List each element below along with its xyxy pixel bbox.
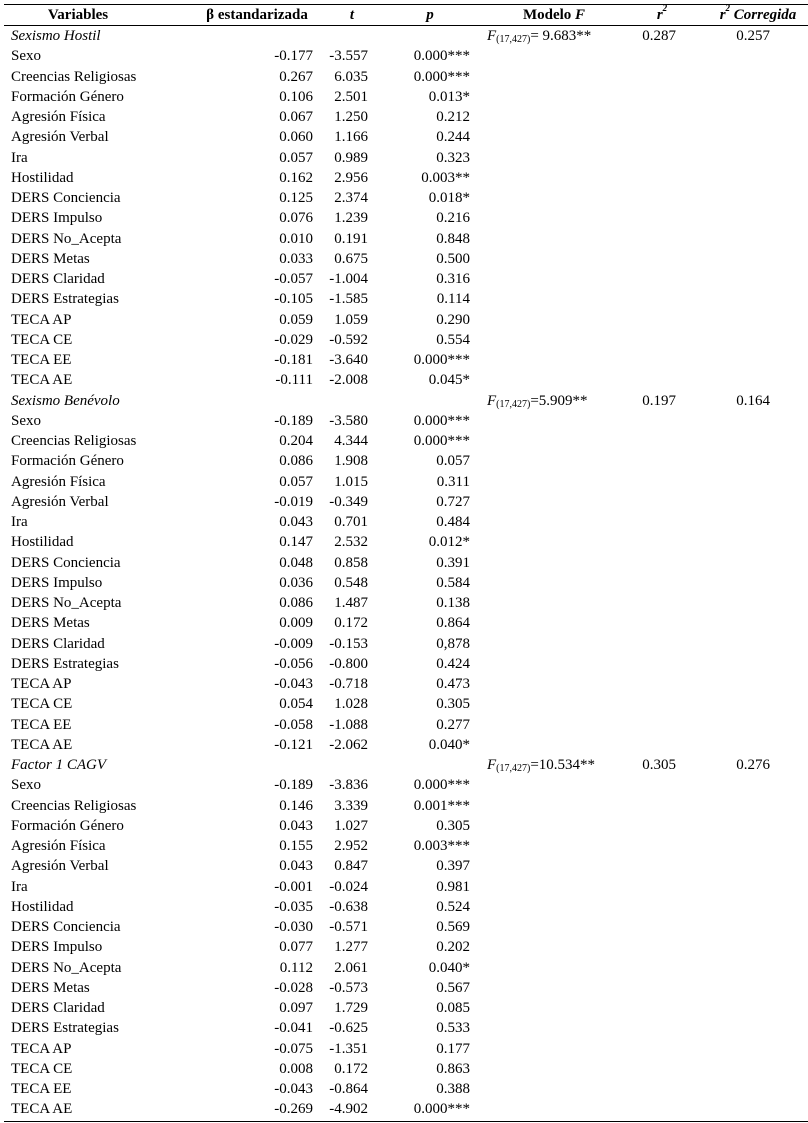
model-r2: 0.197 bbox=[642, 392, 676, 409]
p-value: 0.316 bbox=[436, 271, 470, 287]
beta-value: -0.041 bbox=[274, 1020, 313, 1037]
t-value: 0.989 bbox=[334, 149, 368, 166]
variable-name: TECA AP bbox=[11, 1040, 72, 1057]
t-value: 1.028 bbox=[334, 696, 368, 713]
p-value: 0.848 bbox=[436, 230, 470, 247]
p-value: 0.567 bbox=[436, 979, 470, 996]
beta-value: 0.267 bbox=[279, 68, 313, 85]
model-f-df: (17,427) bbox=[496, 34, 531, 45]
table-row bbox=[4, 512, 808, 532]
variable-name: Hostilidad bbox=[11, 898, 74, 915]
p-value: 0.290 bbox=[436, 311, 470, 328]
t-value: 0.191 bbox=[334, 230, 368, 247]
t-value: -4.902 bbox=[329, 1101, 368, 1118]
t-value: 0.847 bbox=[334, 858, 368, 875]
p-value: 0.001*** bbox=[413, 797, 470, 814]
beta-value: -0.009 bbox=[274, 635, 313, 652]
table-row bbox=[4, 451, 808, 471]
variable-name: Ira bbox=[11, 514, 28, 530]
variable-name: Hostilidad bbox=[11, 169, 74, 186]
variable-name: DERS Metas bbox=[11, 250, 90, 267]
beta-value: -0.028 bbox=[274, 979, 313, 996]
model-f-value: = 9.683** bbox=[530, 28, 592, 44]
t-value: 6.035 bbox=[334, 68, 368, 85]
table-row bbox=[4, 370, 808, 390]
t-value: -2.062 bbox=[329, 736, 368, 753]
table-row bbox=[4, 856, 808, 876]
header-r2c-suffix: Corregida bbox=[730, 7, 797, 23]
p-value: 0.554 bbox=[436, 331, 470, 348]
p-value: 0.045* bbox=[428, 372, 470, 389]
model-r2-corrected: 0.257 bbox=[736, 28, 770, 44]
beta-value: -0.269 bbox=[274, 1101, 313, 1118]
variable-name: Sexo bbox=[11, 777, 41, 794]
t-value: 3.339 bbox=[334, 797, 368, 814]
p-value: 0.500 bbox=[436, 250, 470, 267]
variable-name: Ira bbox=[11, 878, 28, 895]
model-r2-corrected: 0.276 bbox=[736, 757, 770, 773]
table-row bbox=[4, 249, 808, 269]
beta-value: -0.189 bbox=[274, 412, 313, 429]
bottom-rule bbox=[4, 1121, 808, 1122]
beta-value: -0.029 bbox=[274, 331, 313, 348]
t-value: -3.580 bbox=[329, 412, 368, 429]
p-value: 0.003*** bbox=[413, 838, 470, 854]
p-value: 0.000*** bbox=[413, 352, 470, 368]
t-value: 4.344 bbox=[334, 433, 368, 449]
section-row bbox=[4, 26, 808, 46]
p-value: 0.569 bbox=[436, 919, 470, 935]
p-value: 0.085 bbox=[436, 1000, 470, 1016]
beta-value: 0.033 bbox=[279, 250, 313, 267]
p-value: 0.000*** bbox=[413, 68, 470, 85]
t-value: -1.585 bbox=[329, 291, 368, 308]
variable-name: Formación Género bbox=[11, 88, 124, 105]
table-row bbox=[4, 593, 808, 613]
header-r2-sup: 2 bbox=[662, 3, 668, 13]
table-row bbox=[4, 330, 808, 350]
beta-value: 0.048 bbox=[279, 554, 313, 571]
p-value: 0.216 bbox=[436, 210, 470, 227]
model-r2: 0.305 bbox=[642, 757, 676, 773]
beta-value: -0.057 bbox=[274, 271, 313, 287]
t-value: 2.061 bbox=[334, 959, 368, 976]
beta-value: -0.043 bbox=[274, 1081, 313, 1097]
p-value: 0.323 bbox=[436, 149, 470, 166]
beta-value: 0.155 bbox=[279, 838, 313, 854]
p-value: 0.138 bbox=[436, 595, 470, 611]
table-row bbox=[4, 573, 808, 593]
t-value: 1.239 bbox=[334, 210, 368, 227]
variable-name: TECA AP bbox=[11, 311, 72, 328]
p-value: 0.212 bbox=[436, 109, 470, 125]
model-f-stat bbox=[487, 755, 595, 777]
table-row bbox=[4, 775, 808, 795]
variable-name: TECA EE bbox=[11, 352, 72, 368]
beta-value: 0.112 bbox=[279, 959, 313, 976]
beta-value: 0.043 bbox=[279, 514, 313, 530]
section-row bbox=[4, 755, 808, 775]
table-row bbox=[4, 269, 808, 289]
p-value: 0.013* bbox=[428, 88, 470, 105]
t-value: -1.351 bbox=[329, 1040, 368, 1057]
p-value: 0.397 bbox=[436, 858, 470, 875]
table-row bbox=[4, 735, 808, 755]
model-f-df: (17,427) bbox=[496, 398, 531, 410]
beta-value: 0.057 bbox=[279, 149, 313, 166]
t-value: 1.908 bbox=[334, 453, 368, 470]
beta-value: -0.030 bbox=[274, 919, 313, 935]
t-value: 2.501 bbox=[334, 88, 368, 105]
p-value: 0.000*** bbox=[413, 1101, 470, 1118]
p-value: 0.000*** bbox=[413, 433, 470, 449]
beta-value: -0.075 bbox=[274, 1040, 313, 1057]
beta-value: 0.204 bbox=[279, 433, 313, 449]
beta-value: -0.019 bbox=[274, 493, 313, 510]
p-value: 0.484 bbox=[436, 514, 470, 530]
p-value: 0.040* bbox=[428, 736, 470, 753]
table-row bbox=[4, 208, 808, 228]
table-row bbox=[4, 816, 808, 836]
header-r2-base: r bbox=[656, 7, 663, 23]
table-row bbox=[4, 715, 808, 735]
table-row bbox=[4, 148, 808, 168]
table-row bbox=[4, 229, 808, 249]
model-f-value: =10.534** bbox=[530, 757, 596, 773]
section-title: Sexismo Benévolo bbox=[11, 392, 120, 409]
regression-table bbox=[4, 4, 808, 1120]
t-value: 1.015 bbox=[334, 473, 368, 490]
table-row bbox=[4, 1059, 808, 1079]
table-row bbox=[4, 694, 808, 714]
p-value: 0.981 bbox=[436, 878, 470, 895]
t-value: 1.166 bbox=[334, 129, 368, 146]
header-model-f bbox=[514, 5, 594, 25]
variable-name: DERS Conciencia bbox=[11, 919, 121, 935]
p-value: 0.391 bbox=[436, 554, 470, 571]
table-row bbox=[4, 1079, 808, 1099]
table-row bbox=[4, 1039, 808, 1059]
t-value: -1.088 bbox=[329, 716, 368, 733]
p-value: 0.524 bbox=[436, 898, 470, 915]
variable-name: Agresión Verbal bbox=[11, 858, 109, 875]
t-value: -0.571 bbox=[329, 919, 368, 935]
beta-value: 0.162 bbox=[279, 169, 313, 186]
beta-value: -0.105 bbox=[274, 291, 313, 308]
variable-name: Formación Género bbox=[11, 817, 124, 834]
variable-name: DERS Impulso bbox=[11, 210, 103, 227]
beta-value: 0.059 bbox=[279, 311, 313, 328]
variable-name: TECA EE bbox=[11, 1081, 72, 1097]
variable-name: Agresión Verbal bbox=[11, 493, 109, 510]
beta-value: 0.057 bbox=[279, 473, 313, 490]
variable-name: DERS Impulso bbox=[11, 939, 103, 956]
t-value: -0.625 bbox=[329, 1020, 368, 1037]
variable-name: Sexo bbox=[11, 48, 41, 65]
t-value: -3.836 bbox=[329, 777, 368, 794]
variable-name: Agresión Física bbox=[11, 109, 106, 125]
table-row bbox=[4, 1099, 808, 1119]
t-value: 2.374 bbox=[334, 190, 368, 206]
t-value: 1.487 bbox=[334, 595, 368, 611]
t-value: 0.548 bbox=[334, 574, 368, 591]
variable-name: DERS No_Acepta bbox=[11, 595, 122, 611]
beta-value: -0.001 bbox=[274, 878, 313, 895]
variable-name: TECA EE bbox=[11, 716, 72, 733]
table-row bbox=[4, 188, 808, 208]
p-value: 0.305 bbox=[436, 696, 470, 713]
t-value: 0.675 bbox=[334, 250, 368, 267]
table-row bbox=[4, 431, 808, 451]
variable-name: Agresión Física bbox=[11, 473, 106, 490]
beta-value: 0.067 bbox=[279, 109, 313, 125]
p-value: 0.057 bbox=[436, 453, 470, 470]
table-row bbox=[4, 168, 808, 188]
variable-name: DERS Conciencia bbox=[11, 190, 121, 206]
variable-name: DERS Metas bbox=[11, 615, 90, 632]
p-value: 0.040* bbox=[428, 959, 470, 976]
header-variables: Variables bbox=[47, 7, 109, 23]
t-value: -3.640 bbox=[329, 352, 368, 368]
variable-name: TECA CE bbox=[11, 696, 73, 713]
model-r2: 0.287 bbox=[642, 28, 676, 44]
p-value: 0.000*** bbox=[413, 48, 470, 65]
variable-name: DERS Estrategias bbox=[11, 1020, 119, 1037]
p-value: 0.018* bbox=[428, 190, 470, 206]
table-row bbox=[4, 310, 808, 330]
variable-name: DERS Estrategias bbox=[11, 291, 119, 308]
table-row bbox=[4, 917, 808, 937]
model-f-df: (17,427) bbox=[496, 763, 531, 774]
t-value: -0.024 bbox=[329, 878, 368, 895]
t-value: -0.718 bbox=[329, 676, 368, 692]
model-r2-corrected: 0.164 bbox=[736, 392, 770, 409]
beta-value: 0.086 bbox=[279, 595, 313, 611]
variable-name: Creencias Religiosas bbox=[11, 433, 137, 449]
variable-name: TECA AP bbox=[11, 676, 72, 692]
p-value: 0.012* bbox=[428, 534, 470, 551]
variable-name: DERS Claridad bbox=[11, 1000, 105, 1016]
p-value: 0.000*** bbox=[413, 412, 470, 429]
variable-name: DERS No_Acepta bbox=[11, 230, 122, 247]
variable-name: DERS Claridad bbox=[11, 271, 105, 287]
table-row bbox=[4, 674, 808, 694]
beta-value: -0.111 bbox=[275, 372, 313, 389]
beta-value: -0.121 bbox=[274, 736, 313, 753]
table-row bbox=[4, 411, 808, 431]
header-model-var: F bbox=[575, 7, 586, 23]
table-row bbox=[4, 67, 808, 87]
table-row bbox=[4, 127, 808, 147]
p-value: 0.863 bbox=[436, 1060, 470, 1077]
p-value: 0.311 bbox=[436, 473, 470, 490]
table-row bbox=[4, 107, 808, 127]
beta-value: -0.043 bbox=[274, 676, 313, 692]
beta-value: -0.177 bbox=[274, 48, 313, 65]
table-row bbox=[4, 532, 808, 552]
header-r2-corrected bbox=[708, 5, 808, 25]
beta-value: 0.125 bbox=[279, 190, 313, 206]
t-value: 0.858 bbox=[334, 554, 368, 571]
variable-name: DERS Impulso bbox=[11, 574, 103, 591]
t-value: 0.172 bbox=[334, 1060, 368, 1077]
t-value: -1.004 bbox=[329, 271, 368, 287]
beta-value: 0.146 bbox=[279, 797, 313, 814]
p-value: 0.584 bbox=[436, 574, 470, 591]
beta-value: 0.060 bbox=[279, 129, 313, 146]
section-title: Factor 1 CAGV bbox=[11, 757, 106, 773]
beta-value: 0.147 bbox=[279, 534, 313, 551]
t-value: 1.729 bbox=[334, 1000, 368, 1016]
beta-value: 0.077 bbox=[279, 939, 313, 956]
table-row bbox=[4, 289, 808, 309]
t-value: 2.956 bbox=[334, 169, 368, 186]
p-value: 0.864 bbox=[436, 615, 470, 632]
variable-name: Creencias Religiosas bbox=[11, 68, 137, 85]
table-row bbox=[4, 553, 808, 573]
t-value: 1.277 bbox=[334, 939, 368, 956]
header-p: p bbox=[426, 7, 434, 23]
table-row bbox=[4, 472, 808, 492]
table-row bbox=[4, 613, 808, 633]
model-f-letter: F bbox=[487, 28, 497, 44]
beta-value: 0.043 bbox=[279, 858, 313, 875]
header-r2c-base: r bbox=[719, 7, 726, 23]
table-row bbox=[4, 796, 808, 816]
table-row bbox=[4, 492, 808, 512]
beta-value: 0.043 bbox=[279, 817, 313, 834]
t-value: -0.592 bbox=[329, 331, 368, 348]
model-f-letter: F bbox=[487, 757, 497, 773]
p-value: 0.727 bbox=[436, 493, 470, 510]
variable-name: DERS Metas bbox=[11, 979, 90, 996]
p-value: 0.000*** bbox=[413, 777, 470, 794]
variable-name: Agresión Física bbox=[11, 838, 106, 854]
variable-name: Formación Género bbox=[11, 453, 124, 470]
header-r2c-sup: 2 bbox=[725, 3, 731, 13]
t-value: -0.573 bbox=[329, 979, 368, 996]
table-row bbox=[4, 958, 808, 978]
t-value: 1.059 bbox=[334, 311, 368, 328]
variable-name: DERS Conciencia bbox=[11, 554, 121, 571]
p-value: 0.202 bbox=[436, 939, 470, 956]
t-value: -0.153 bbox=[329, 635, 368, 652]
model-f-value: =5.909** bbox=[530, 392, 588, 409]
variable-name: Sexo bbox=[11, 412, 41, 429]
model-f-stat bbox=[487, 26, 591, 48]
beta-value: 0.036 bbox=[279, 574, 313, 591]
p-value: 0.277 bbox=[436, 716, 470, 733]
variable-name: DERS No_Acepta bbox=[11, 959, 122, 976]
p-value: 0.114 bbox=[436, 291, 470, 308]
beta-value: 0.086 bbox=[279, 453, 313, 470]
t-value: -3.557 bbox=[329, 48, 368, 65]
variable-name: TECA CE bbox=[11, 331, 73, 348]
beta-value: 0.008 bbox=[279, 1060, 313, 1077]
variable-name: Agresión Verbal bbox=[11, 129, 109, 146]
p-value: 0,878 bbox=[436, 635, 470, 652]
beta-value: 0.106 bbox=[279, 88, 313, 105]
beta-value: 0.097 bbox=[279, 1000, 313, 1016]
table-row bbox=[4, 877, 808, 897]
beta-value: 0.076 bbox=[279, 210, 313, 227]
p-value: 0.533 bbox=[436, 1020, 470, 1037]
t-value: 1.027 bbox=[334, 817, 368, 834]
t-value: -0.349 bbox=[329, 493, 368, 510]
variable-name: TECA CE bbox=[11, 1060, 73, 1077]
variable-name: TECA AE bbox=[11, 1101, 73, 1118]
table-row bbox=[4, 46, 808, 66]
beta-value: 0.009 bbox=[279, 615, 313, 632]
table-header bbox=[4, 4, 808, 26]
header-r2 bbox=[652, 5, 672, 25]
p-value: 0.244 bbox=[436, 129, 470, 146]
p-value: 0.424 bbox=[436, 655, 470, 672]
model-f-stat bbox=[487, 391, 588, 413]
beta-value: -0.058 bbox=[274, 716, 313, 733]
section-title: Sexismo Hostil bbox=[11, 28, 101, 44]
t-value: -2.008 bbox=[329, 372, 368, 389]
table-row bbox=[4, 897, 808, 917]
p-value: 0.003** bbox=[421, 169, 470, 186]
table-row bbox=[4, 1018, 808, 1038]
variable-name: Ira bbox=[11, 149, 28, 166]
table-row bbox=[4, 350, 808, 370]
table-row bbox=[4, 998, 808, 1018]
p-value: 0.388 bbox=[436, 1081, 470, 1097]
variable-name: TECA AE bbox=[11, 372, 73, 389]
t-value: -0.864 bbox=[329, 1081, 368, 1097]
p-value: 0.177 bbox=[436, 1040, 470, 1057]
table-row bbox=[4, 87, 808, 107]
t-value: 2.532 bbox=[334, 534, 368, 551]
p-value: 0.473 bbox=[436, 676, 470, 692]
t-value: 0.701 bbox=[334, 514, 368, 530]
header-t: t bbox=[349, 7, 355, 23]
t-value: 2.952 bbox=[334, 838, 368, 854]
table-row bbox=[4, 654, 808, 674]
variable-name: DERS Claridad bbox=[11, 635, 105, 652]
t-value: 1.250 bbox=[334, 109, 368, 125]
table-row bbox=[4, 634, 808, 654]
beta-value: -0.056 bbox=[274, 655, 313, 672]
table-row bbox=[4, 836, 808, 856]
beta-value: 0.054 bbox=[279, 696, 313, 713]
model-f-letter: F bbox=[487, 392, 497, 409]
t-value: -0.800 bbox=[329, 655, 368, 672]
beta-value: 0.010 bbox=[279, 230, 313, 247]
variable-name: Creencias Religiosas bbox=[11, 797, 137, 814]
table-row bbox=[4, 978, 808, 998]
table-body bbox=[4, 26, 808, 1120]
beta-value: -0.189 bbox=[274, 777, 313, 794]
variable-name: TECA AE bbox=[11, 736, 73, 753]
beta-value: -0.181 bbox=[274, 352, 313, 368]
variable-name: Hostilidad bbox=[11, 534, 74, 551]
table-row bbox=[4, 937, 808, 957]
header-model-prefix: Modelo bbox=[522, 7, 572, 23]
t-value: 0.172 bbox=[334, 615, 368, 632]
variable-name: DERS Estrategias bbox=[11, 655, 119, 672]
t-value: -0.638 bbox=[329, 898, 368, 915]
p-value: 0.305 bbox=[436, 817, 470, 834]
section-row bbox=[4, 391, 808, 411]
beta-value: -0.035 bbox=[274, 898, 313, 915]
header-beta: β estandarizada bbox=[206, 7, 308, 23]
